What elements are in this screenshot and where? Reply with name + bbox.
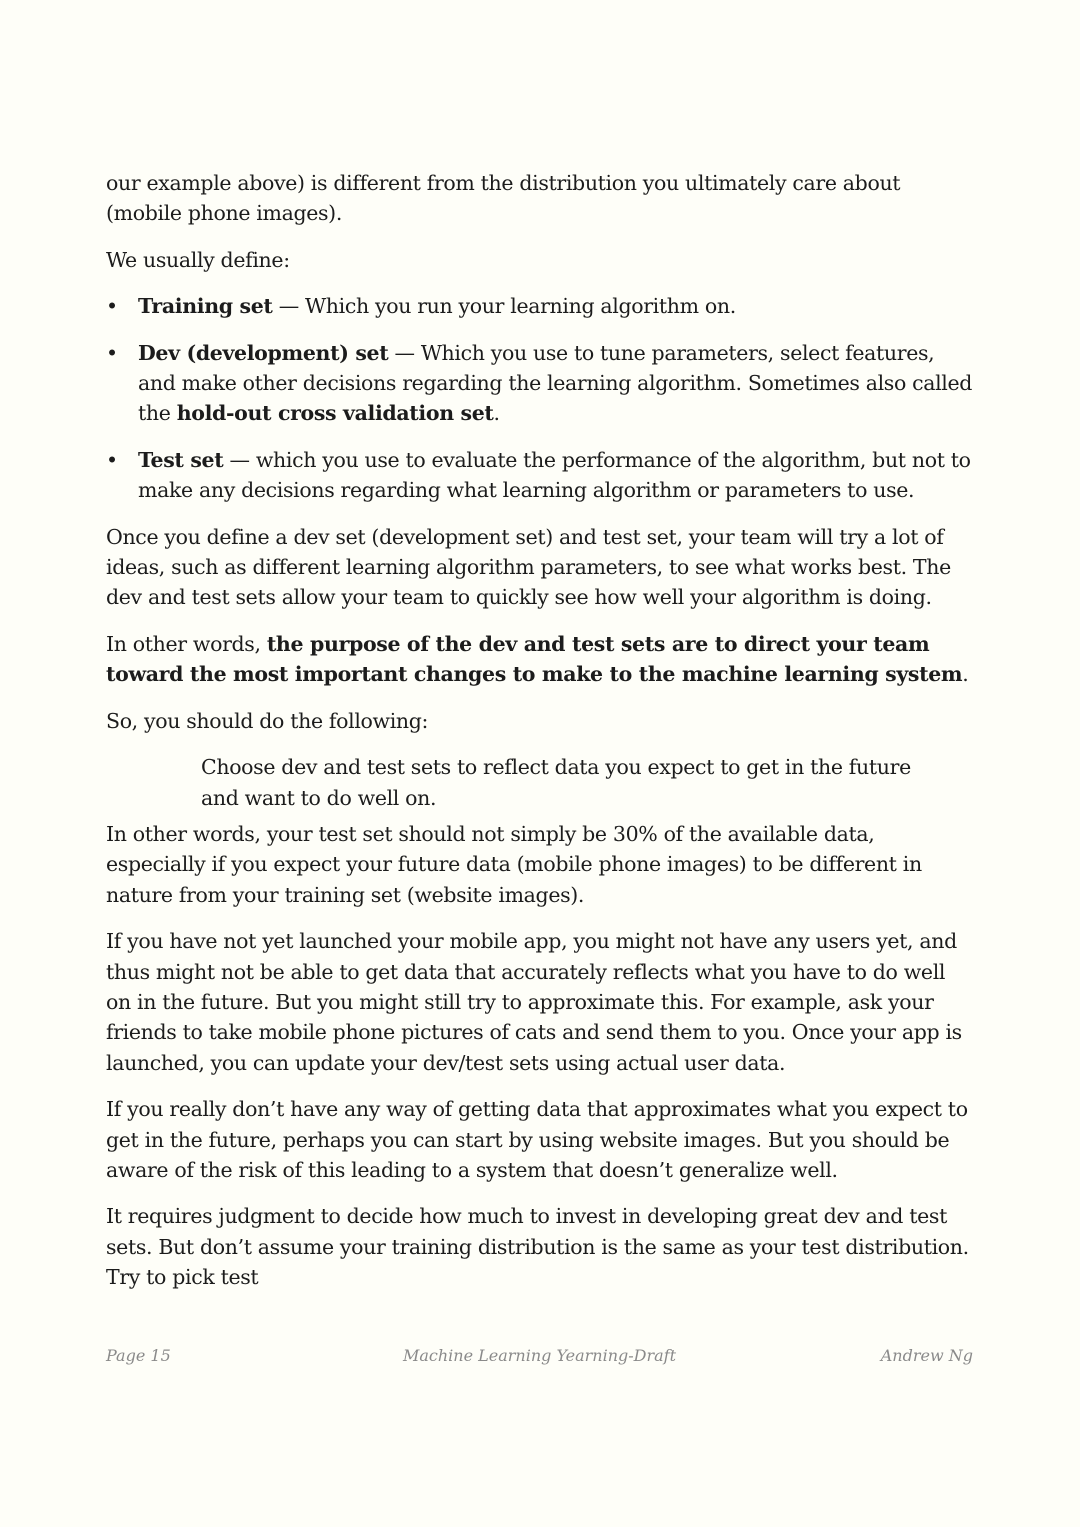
definition-text: — Which you use to tune parameters, select features, and make other decisions regarding the learning algorithm. Sometimes also called the bbox=[138, 340, 973, 426]
purpose-suffix: . bbox=[962, 662, 969, 687]
paragraph-other-words: In other words, your test set should not simply be 30% of the available data, especially if you expect your future data (mobile phone images) to be different in nature from your training set (website images). bbox=[106, 821, 922, 907]
define-lead: We usually define: bbox=[106, 247, 290, 272]
page-footer bbox=[106, 1346, 973, 1370]
paragraph-purpose bbox=[106, 629, 976, 690]
term-training-set: Training set bbox=[138, 294, 273, 319]
page-body bbox=[106, 168, 976, 1309]
quote-line-2: and want to do well on. bbox=[201, 785, 437, 810]
term-hold-out-set: hold-out cross validation set bbox=[176, 401, 494, 426]
definition-text-end: . bbox=[493, 401, 500, 426]
term-dev-set: Dev (development) set bbox=[138, 340, 389, 365]
paragraph-really-dont: If you really don’t have any way of getting data that approximates what you expect to get in the future, perhaps you can start by using website images. But you should be aware of the risk of this leading to a system that doesn’t generalize well. bbox=[106, 1097, 968, 1182]
purpose-bold: the purpose of the dev and test sets are to direct your team toward the most important changes to make to the machine learning system bbox=[106, 631, 963, 687]
definition-dev-set bbox=[106, 338, 976, 429]
definition-text: — which you use to evaluate the performance of the algorithm, but not to make any decisions regarding what learning algorithm or parameters to use. bbox=[138, 447, 971, 503]
bullet: • bbox=[106, 340, 118, 365]
footer-page-number: Page 15 bbox=[106, 1346, 171, 1365]
paragraph-judgment: It requires judgment to decide how much to invest in developing great dev and test sets. But don’t assume your training distribution is the same as your test distribution. Try to pick test bbox=[106, 1204, 969, 1290]
definition-text: — Which you run your learning algorithm on. bbox=[272, 294, 736, 319]
footer-author: Andrew Ng bbox=[880, 1346, 973, 1365]
definition-training-set bbox=[106, 291, 976, 321]
purpose-prefix: In other words, bbox=[106, 631, 267, 656]
paragraph-not-launched: If you have not yet launched your mobile app, you might not have any users yet, and thus might not be able to get data that accurately reflects what you have to do well on in the future. But you might still try to approximate this. For example, ask your friends to take mobile phone pictures of cats and send them to you. Once your app is launched, you can update your dev/test sets using actual user data. bbox=[106, 929, 962, 1075]
term-test-set: Test set bbox=[138, 447, 224, 472]
indented-quote bbox=[201, 752, 976, 813]
footer-book-title: Machine Learning Yearning-Draft bbox=[402, 1346, 677, 1365]
paragraph-once: Once you define a dev set (development set) and test set, your team will try a lot of ideas, such as different learning algorithm parameters, to see what works best. The dev and test sets allow your team to quickly see how well your algorithm is doing. bbox=[106, 524, 951, 610]
bullet: • bbox=[106, 447, 118, 472]
definitions-list bbox=[106, 291, 976, 505]
quote-line-1: Choose dev and test sets to reflect data you expect to get in the future bbox=[201, 755, 911, 780]
intro-paragraph: our example above) is different from the distribution you ultimately care about (mobile phone images). bbox=[106, 171, 901, 226]
bullet: • bbox=[106, 294, 118, 319]
paragraph-so: So, you should do the following: bbox=[106, 708, 429, 733]
definition-test-set bbox=[106, 445, 976, 506]
